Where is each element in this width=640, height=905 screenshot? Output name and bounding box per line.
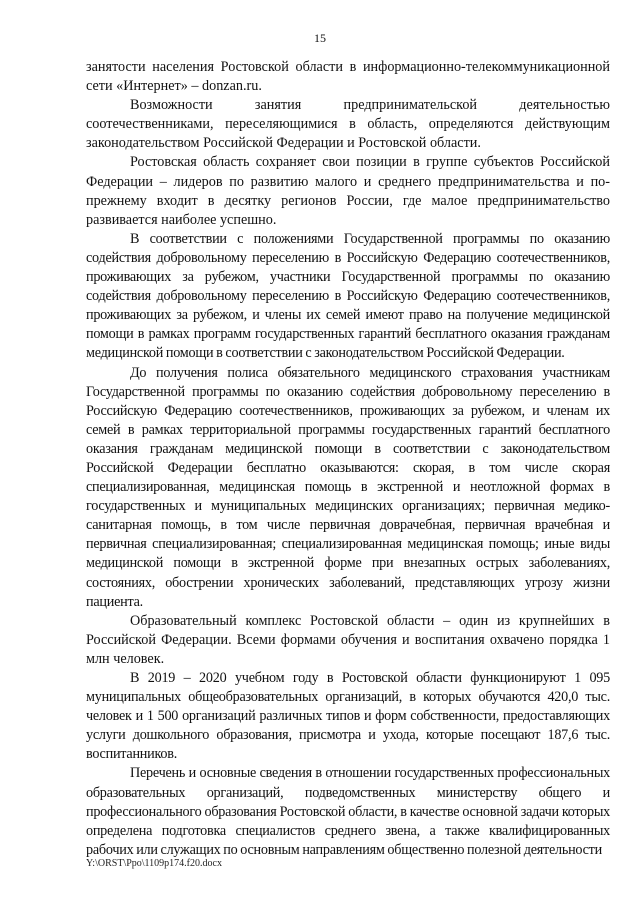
paragraph: До получения полиса обязательного медицинского страхования участникам Государственной программы по оказанию содействия добровольному переселению в Российскую Федерацию соотечественников, проживающих за рубежом, и членам их семей в рамках территориальной программы государственных гарантий бесплатного оказания гражданам медицинской помощи в соответствии с законодательством Российской Федерации бесплатно оказываются: скорая, в том числе скорая специализированная, медицинская помощь в экстренной и неотложной формах в государственных и муниципальных медицинских организациях; первичная медико-санитарная помощь, в том числе первичная доврачебная, первичная врачебная и первичная специализированная; специализированная медицинская помощь; иные виды медицинской помощи в экстренной форме при внезапных острых заболеваниях, состояниях, обострении хронических заболеваний, представляющих угрозу жизни пациента. (86, 364, 610, 610)
paragraph: Образовательный комплекс Ростовской области – один из крупнейших в Российской Федерации. Всеми формами обучения и воспитания охвачено порядка 1 млн человек. (86, 612, 610, 667)
document-body (86, 58, 610, 860)
paragraph: Ростовская область сохраняет свои позиции в группе субъектов Российской Федерации – лидеров по развитию малого и среднего предпринимательства и по-прежнему входит в десятку регионов России, где малое предпринимательство развивается наиболее успешно. (86, 154, 610, 228)
paragraph: Возможности занятия предпринимательской деятельностью соотечественниками, переселяющимися в область, определяются действующим законодательством Российской Федерации и Ростовской области. (86, 97, 610, 152)
paragraph: занятости населения Ростовской области в информационно-телекоммуникационной сети «Интернет» – donzan.ru. (86, 59, 610, 95)
paragraph: В соответствии с положениями Государственной программы по оказанию содействия добровольному переселению в Российскую Федерацию соотечественников, проживающих за рубежом, участники Государственной программы по оказанию содействия добровольному переселению в Российскую Федерацию соотечественников, проживающих за рубежом, и члены их семей имеют право на получение медицинской помощи в рамках программ государственных гарантий бесплатного оказания гражданам медицинской помощи в соответствии с законодательством Российской Федерации. (86, 230, 610, 362)
paragraph: В 2019 – 2020 учебном году в Ростовской области функционируют 1 095 муниципальных общеобразовательных организаций, в которых обучаются 420,0 тыс. человек и 1 500 организаций различных типов и форм собственности, предоставляющих услуги дошкольного образования, присмотра и ухода, которые посещают 187,6 тыс. воспитанников. (86, 670, 610, 763)
page-number: 15 (314, 31, 326, 45)
file-path-footer: Y:\ORST\Ppo\1109p174.f20.docx (86, 858, 222, 869)
paragraph: Перечень и основные сведения в отношении государственных профессиональных образовательных организаций, подведомственных министерству общего и профессионального образования Ростовской области, в качестве основной задачи которых определена подготовка специалистов среднего звена, а также квалифицированных рабочих или служащих по основным направлениям общественно полезной деятельности (86, 765, 610, 858)
